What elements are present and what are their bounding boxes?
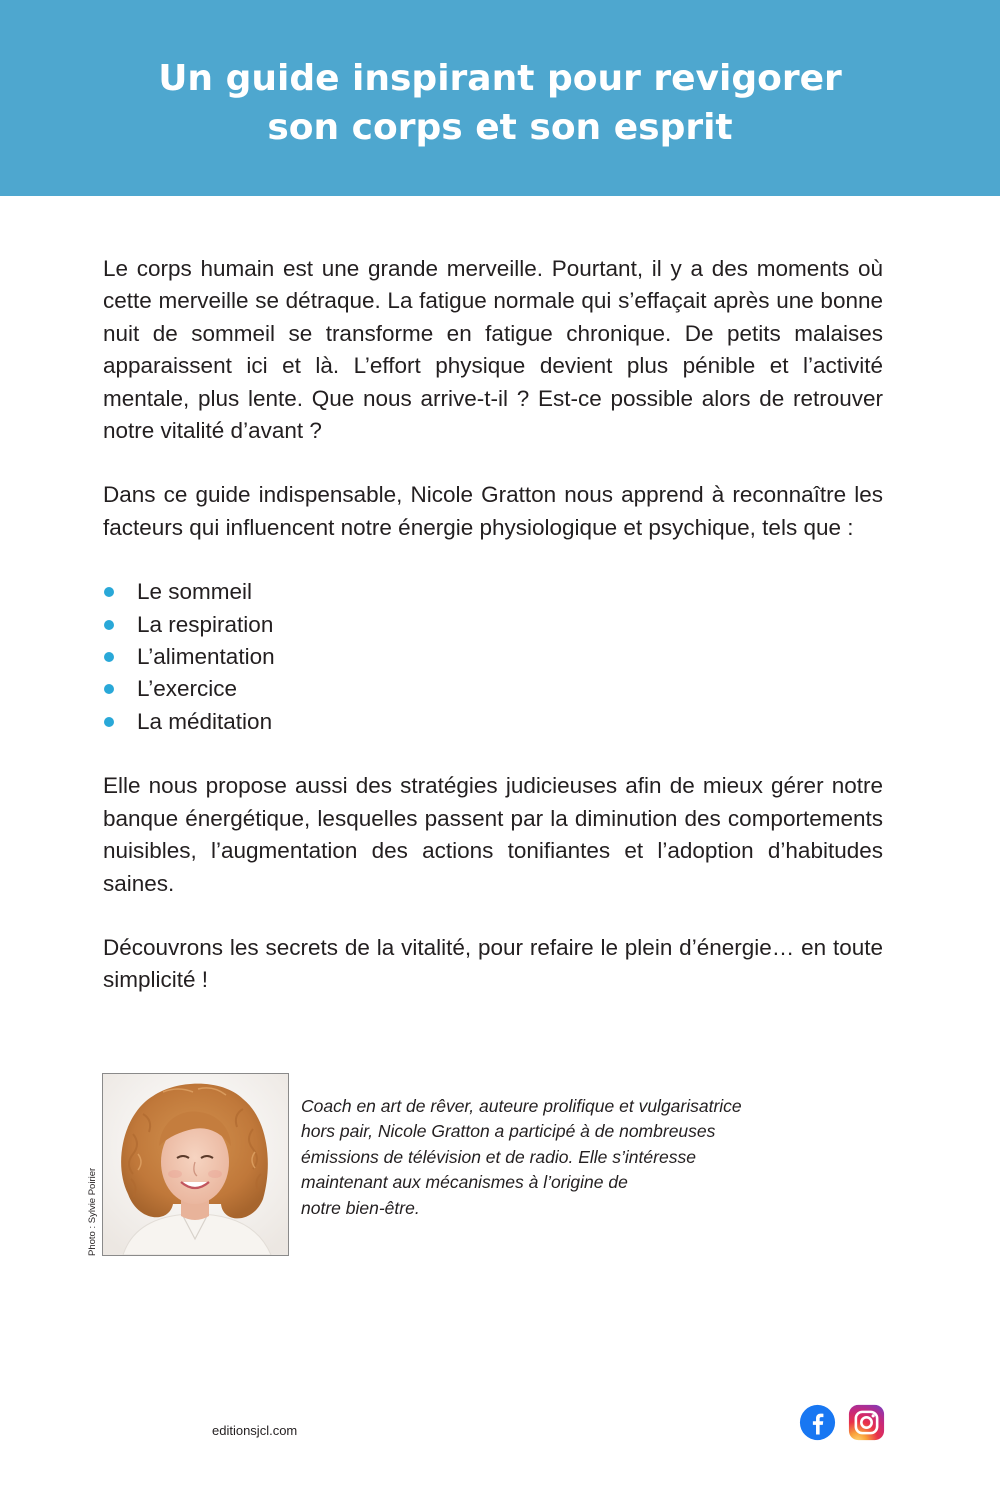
title-line-1: Un guide inspirant pour revigorer bbox=[158, 58, 842, 99]
bio-line: maintenant aux mécanismes à l’origine de bbox=[301, 1172, 628, 1193]
bio-line: Coach en art de rêver, auteure prolifique et vulgarisatrice bbox=[301, 1096, 742, 1116]
list-item bbox=[103, 609, 883, 641]
strategies-paragraph: Elle nous propose aussi des stratégies judicieuses afin de mieux gérer notre banque énergétique, lesquelles passent par la diminution des comportements nuisibles, l’augmentation des actions tonifiantes et l’adoption d’habitudes saines. bbox=[103, 773, 883, 896]
author-bio bbox=[301, 1094, 841, 1221]
bullet-icon bbox=[104, 652, 114, 662]
author-photo bbox=[102, 1073, 289, 1256]
bullet-icon bbox=[104, 684, 114, 694]
bullet-icon bbox=[104, 620, 114, 630]
bullet-icon bbox=[104, 717, 114, 727]
factor-list bbox=[103, 576, 883, 738]
photo-credit: Photo : Sylvie Poirier bbox=[87, 1167, 98, 1256]
list-item-label: L’exercice bbox=[137, 676, 238, 702]
list-item bbox=[103, 641, 883, 673]
author-portrait-image bbox=[103, 1074, 288, 1255]
facebook-icon[interactable] bbox=[799, 1404, 836, 1441]
list-item-label: La respiration bbox=[137, 611, 274, 637]
list-item bbox=[103, 673, 883, 705]
intro-paragraph: Le corps humain est une grande merveille. Pourtant, il y a des moments où cette merveille se détraque. La fatigue normale qui s’effaçait après une bonne nuit de sommeil se transforme en fatigue chronique. De petits malaises apparaissent ici et là. L’effort physique devient plus pénible et l’activité mentale, plus lente. Que nous arrive-t-il ? Est-ce possible alors de retrouver notre vitalité d’avant ? bbox=[103, 256, 883, 444]
list-item-label: L’alimentation bbox=[137, 644, 275, 670]
bio-line: notre bien-être. bbox=[301, 1197, 420, 1218]
bullet-icon bbox=[104, 587, 114, 597]
list-item-label: La méditation bbox=[137, 708, 273, 734]
publisher-website[interactable]: editionsjcl.com bbox=[212, 1423, 298, 1438]
bio-line: émissions de télévision et de radio. Elle s’intéresse bbox=[301, 1146, 696, 1167]
bio-line: hors pair, Nicole Gratton a participé à de nombreuses bbox=[301, 1121, 716, 1142]
instagram-icon[interactable] bbox=[848, 1404, 885, 1441]
header-banner bbox=[0, 0, 1000, 196]
list-item bbox=[103, 706, 883, 738]
description bbox=[103, 253, 883, 997]
list-item-label: Le sommeil bbox=[137, 579, 253, 605]
guide-paragraph: Dans ce guide indispensable, Nicole Gratton nous apprend à reconnaître les facteurs qui influencent notre énergie physiologique et psychique, tels que : bbox=[103, 482, 883, 540]
back-cover-title bbox=[0, 54, 1000, 152]
list-item bbox=[103, 576, 883, 608]
title-line-2: son corps et son esprit bbox=[267, 107, 733, 148]
closing-paragraph: Découvrons les secrets de la vitalité, pour refaire le plein d’énergie… en toute simplicité ! bbox=[103, 934, 883, 993]
